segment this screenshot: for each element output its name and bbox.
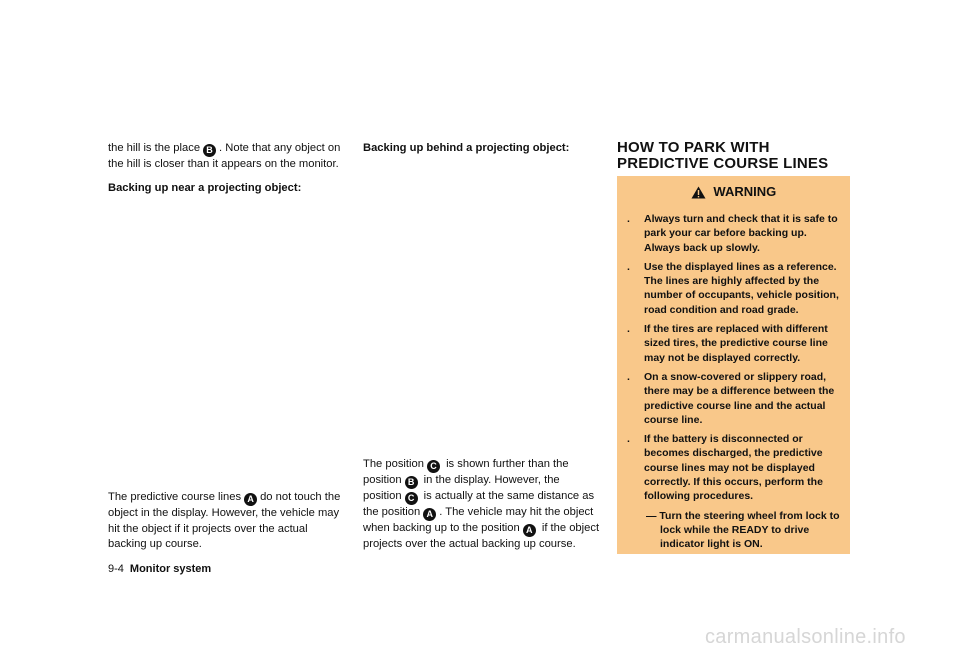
callout-a-badge: A bbox=[423, 508, 436, 521]
list-item bbox=[627, 212, 842, 255]
text: the hill is the place bbox=[108, 142, 201, 154]
warning-triangle-icon bbox=[691, 184, 714, 199]
callout-c-badge: C bbox=[405, 492, 418, 505]
text: Always turn and check that it is safe to park your car before backing up. Always back up slowly. bbox=[644, 213, 838, 254]
text: if the object projects over the actual backing up course. bbox=[363, 522, 600, 550]
text: . The vehicle may hit the object when backing up to the position bbox=[363, 506, 594, 534]
near-object-paragraph bbox=[108, 490, 346, 553]
list-item bbox=[627, 432, 842, 503]
callout-a-badge: A bbox=[244, 493, 257, 506]
text: If the tires are replaced with different sized tires, the predictive course line may not be displayed correctly. bbox=[644, 323, 828, 364]
page-number: 9-4 bbox=[108, 563, 124, 575]
subheading-behind-object: Backing up behind a projecting object: bbox=[363, 142, 570, 154]
text: The predictive course lines bbox=[108, 491, 242, 503]
behind-object-paragraph bbox=[363, 457, 601, 553]
text: On a snow-covered or slippery road, there may be a difference between the predictive course line and the actual course line. bbox=[644, 370, 835, 426]
warning-label: WARNING bbox=[713, 184, 777, 199]
list-item bbox=[627, 370, 842, 427]
text: The position bbox=[363, 458, 424, 470]
list-item bbox=[627, 322, 842, 365]
warning-title bbox=[617, 184, 850, 200]
warning-list bbox=[627, 212, 842, 552]
warning-subitem: — Turn the steering wheel from lock to lock while the READY to drive indicator light is ON. bbox=[646, 509, 840, 551]
text: do not touch the object in the display. However, the vehicle may hit the object if it projects over the actual backing up course. bbox=[108, 491, 341, 551]
bullet: . bbox=[627, 213, 630, 225]
page-footer bbox=[108, 563, 211, 575]
callout-b-badge: B bbox=[405, 476, 418, 489]
bullet: . bbox=[627, 370, 630, 383]
section-heading: HOW TO PARK WITH PREDICTIVE COURSE LINES bbox=[617, 139, 829, 172]
text: is actually at the same distance as the position bbox=[363, 490, 595, 518]
text: is shown further than the position bbox=[363, 458, 569, 486]
bullet: . bbox=[627, 260, 630, 273]
list-item bbox=[627, 260, 842, 317]
watermark: carmanualsonline.info bbox=[705, 626, 906, 648]
callout-c-badge: C bbox=[427, 460, 440, 473]
callout-a-badge: A bbox=[523, 524, 536, 537]
subheading-near-object: Backing up near a projecting object: bbox=[108, 182, 302, 194]
text: . Note that any object on the hill is closer than it appears on the monitor. bbox=[108, 142, 341, 170]
bullet: . bbox=[627, 433, 630, 446]
text: If the battery is disconnected or becomes discharged, the predictive course lines may not be displayed correctly. If this occurs, perform the following procedures. bbox=[644, 433, 823, 503]
callout-b-badge: B bbox=[203, 144, 216, 157]
section-name: Monitor system bbox=[129, 563, 212, 575]
bullet: . bbox=[627, 323, 630, 336]
text: in the display. However, the position bbox=[363, 474, 560, 502]
intro-paragraph bbox=[108, 141, 346, 173]
text: Use the displayed lines as a reference. The lines are highly affected by the number of occupants, vehicle position, road condition and road grade. bbox=[644, 260, 839, 316]
warning-box bbox=[617, 176, 850, 554]
